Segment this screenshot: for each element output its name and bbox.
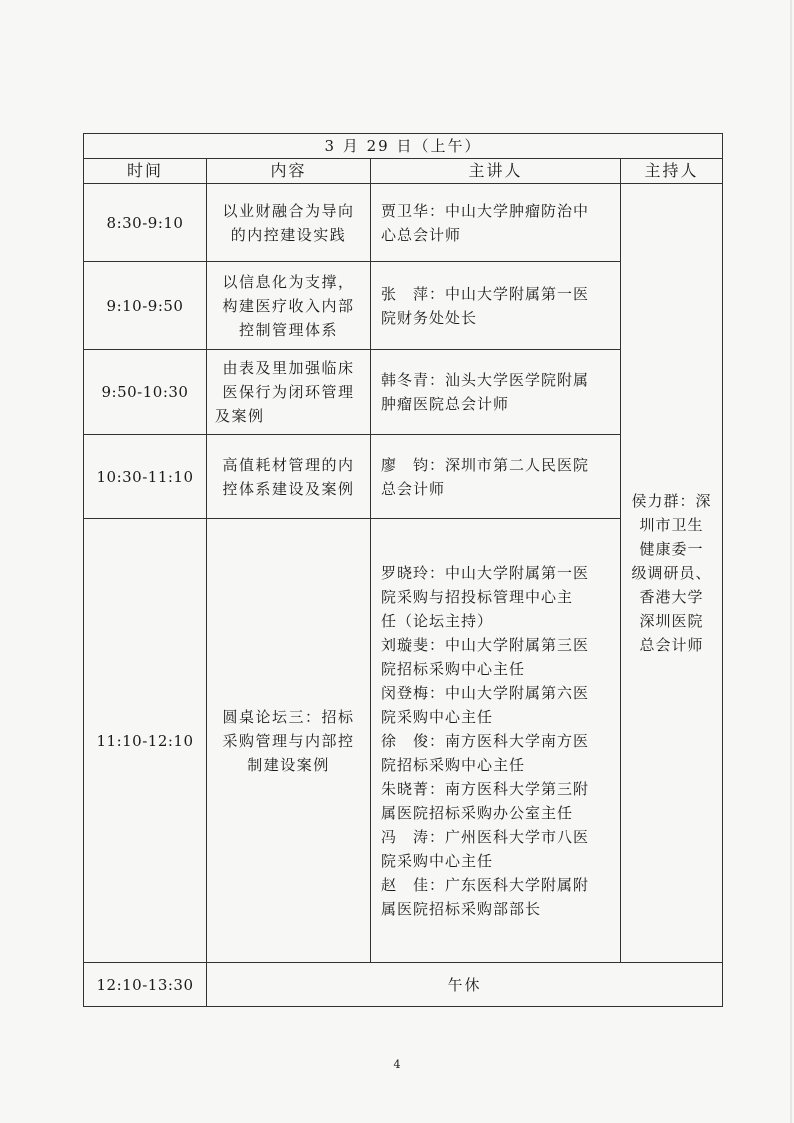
row-time: 11:10-12:10 <box>84 519 207 963</box>
page-number: 4 <box>393 1058 401 1071</box>
content-line: 以信息化为支撑， <box>222 272 355 291</box>
speaker-line: 心总会计师 <box>381 225 462 244</box>
host-line: 深圳医院 <box>639 612 704 630</box>
row-speaker <box>371 350 621 435</box>
content-line: 采购管理与内部控 <box>222 731 355 750</box>
row-time: 8:30-9:10 <box>84 184 207 262</box>
speaker-line: 闵登梅：中山大学附属第六医 <box>381 683 590 702</box>
row-content <box>207 350 371 435</box>
content-line: 圆桌论坛三：招标 <box>222 707 355 726</box>
speaker-line: 肿瘤医院总会计师 <box>381 395 510 413</box>
header-speaker: 主讲人 <box>371 159 621 184</box>
content-line: 医保行为闭环管理 <box>222 383 355 401</box>
content-line: 控体系建设及案例 <box>222 479 355 498</box>
row-content <box>207 435 371 519</box>
speaker-line: 总会计师 <box>381 479 446 498</box>
table-row <box>84 184 723 262</box>
header-content: 内容 <box>207 159 371 184</box>
date-header: 3 月 29 日（上午） <box>84 134 723 159</box>
row-speaker <box>371 262 621 350</box>
speaker-line: 院招标采购中心主任 <box>381 755 526 774</box>
speaker-line: 徐 俊：南方医科大学南方医 <box>381 731 590 750</box>
break-time: 12:10-13:30 <box>84 963 207 1007</box>
host-line: 级调研员、 <box>631 564 712 582</box>
table-row-break <box>84 963 723 1007</box>
break-label: 午休 <box>207 963 723 1007</box>
row-speaker <box>371 435 621 519</box>
content-line: 以业财融合为导向 <box>222 201 355 220</box>
content-line: 控制管理体系 <box>238 320 338 339</box>
host-line: 健康委一 <box>639 540 704 558</box>
speaker-line: 属医院招标采购办公室主任 <box>381 803 574 822</box>
host-line: 侯力群：深 <box>631 492 712 510</box>
host-line: 圳市卫生 <box>639 516 704 534</box>
row-time: 10:30-11:10 <box>84 435 207 519</box>
content-line: 的内控建设实践 <box>230 225 347 244</box>
speaker-line: 朱晓菁：南方医科大学第三附 <box>381 779 590 798</box>
speaker-line: 廖 钧：深圳市第二人民医院 <box>381 455 590 474</box>
content-line: 高值耗材管理的内 <box>222 455 355 474</box>
row-content <box>207 519 371 963</box>
speaker-line: 院财务处处长 <box>381 308 478 327</box>
host-line: 总会计师 <box>639 636 704 654</box>
row-time: 9:10-9:50 <box>84 262 207 350</box>
speaker-line: 韩冬青：汕头大学医学院附属 <box>381 371 590 389</box>
speaker-line: 院招标采购中心主任 <box>381 659 526 678</box>
row-speaker <box>371 184 621 262</box>
header-host: 主持人 <box>621 159 723 184</box>
host-line: 香港大学 <box>639 588 704 606</box>
speaker-line: 刘璇斐：中山大学附属第三医 <box>381 635 590 654</box>
schedule-table <box>83 133 723 1007</box>
content-line: 由表及里加强临床 <box>222 359 355 377</box>
content-line: 及案例 <box>215 407 265 425</box>
speaker-line: 任（论坛主持） <box>381 611 494 630</box>
speaker-line: 属医院招标采购部部长 <box>381 899 542 918</box>
row-content <box>207 262 371 350</box>
speaker-line: 罗晓玲：中山大学附属第一医 <box>381 563 590 582</box>
speaker-line: 院采购中心主任 <box>381 851 494 870</box>
row-content <box>207 184 371 262</box>
speaker-line: 张 萍：中山大学附属第一医 <box>381 284 590 303</box>
speaker-line: 院采购中心主任 <box>381 707 494 726</box>
row-speaker <box>371 519 621 963</box>
host-cell <box>621 184 723 963</box>
row-time: 9:50-10:30 <box>84 350 207 435</box>
page-edge <box>790 0 792 1123</box>
content-line: 制建设案例 <box>247 755 330 774</box>
header-time: 时间 <box>84 159 207 184</box>
speaker-line: 院采购与招投标管理中心主 <box>381 587 574 606</box>
speaker-line: 贾卫华：中山大学肿瘤防治中 <box>381 201 590 220</box>
content-line: 构建医疗收入内部 <box>222 296 355 315</box>
speaker-line: 冯 涛：广州医科大学市八医 <box>381 827 590 846</box>
speaker-line: 赵 佳：广东医科大学附属附 <box>381 875 590 894</box>
